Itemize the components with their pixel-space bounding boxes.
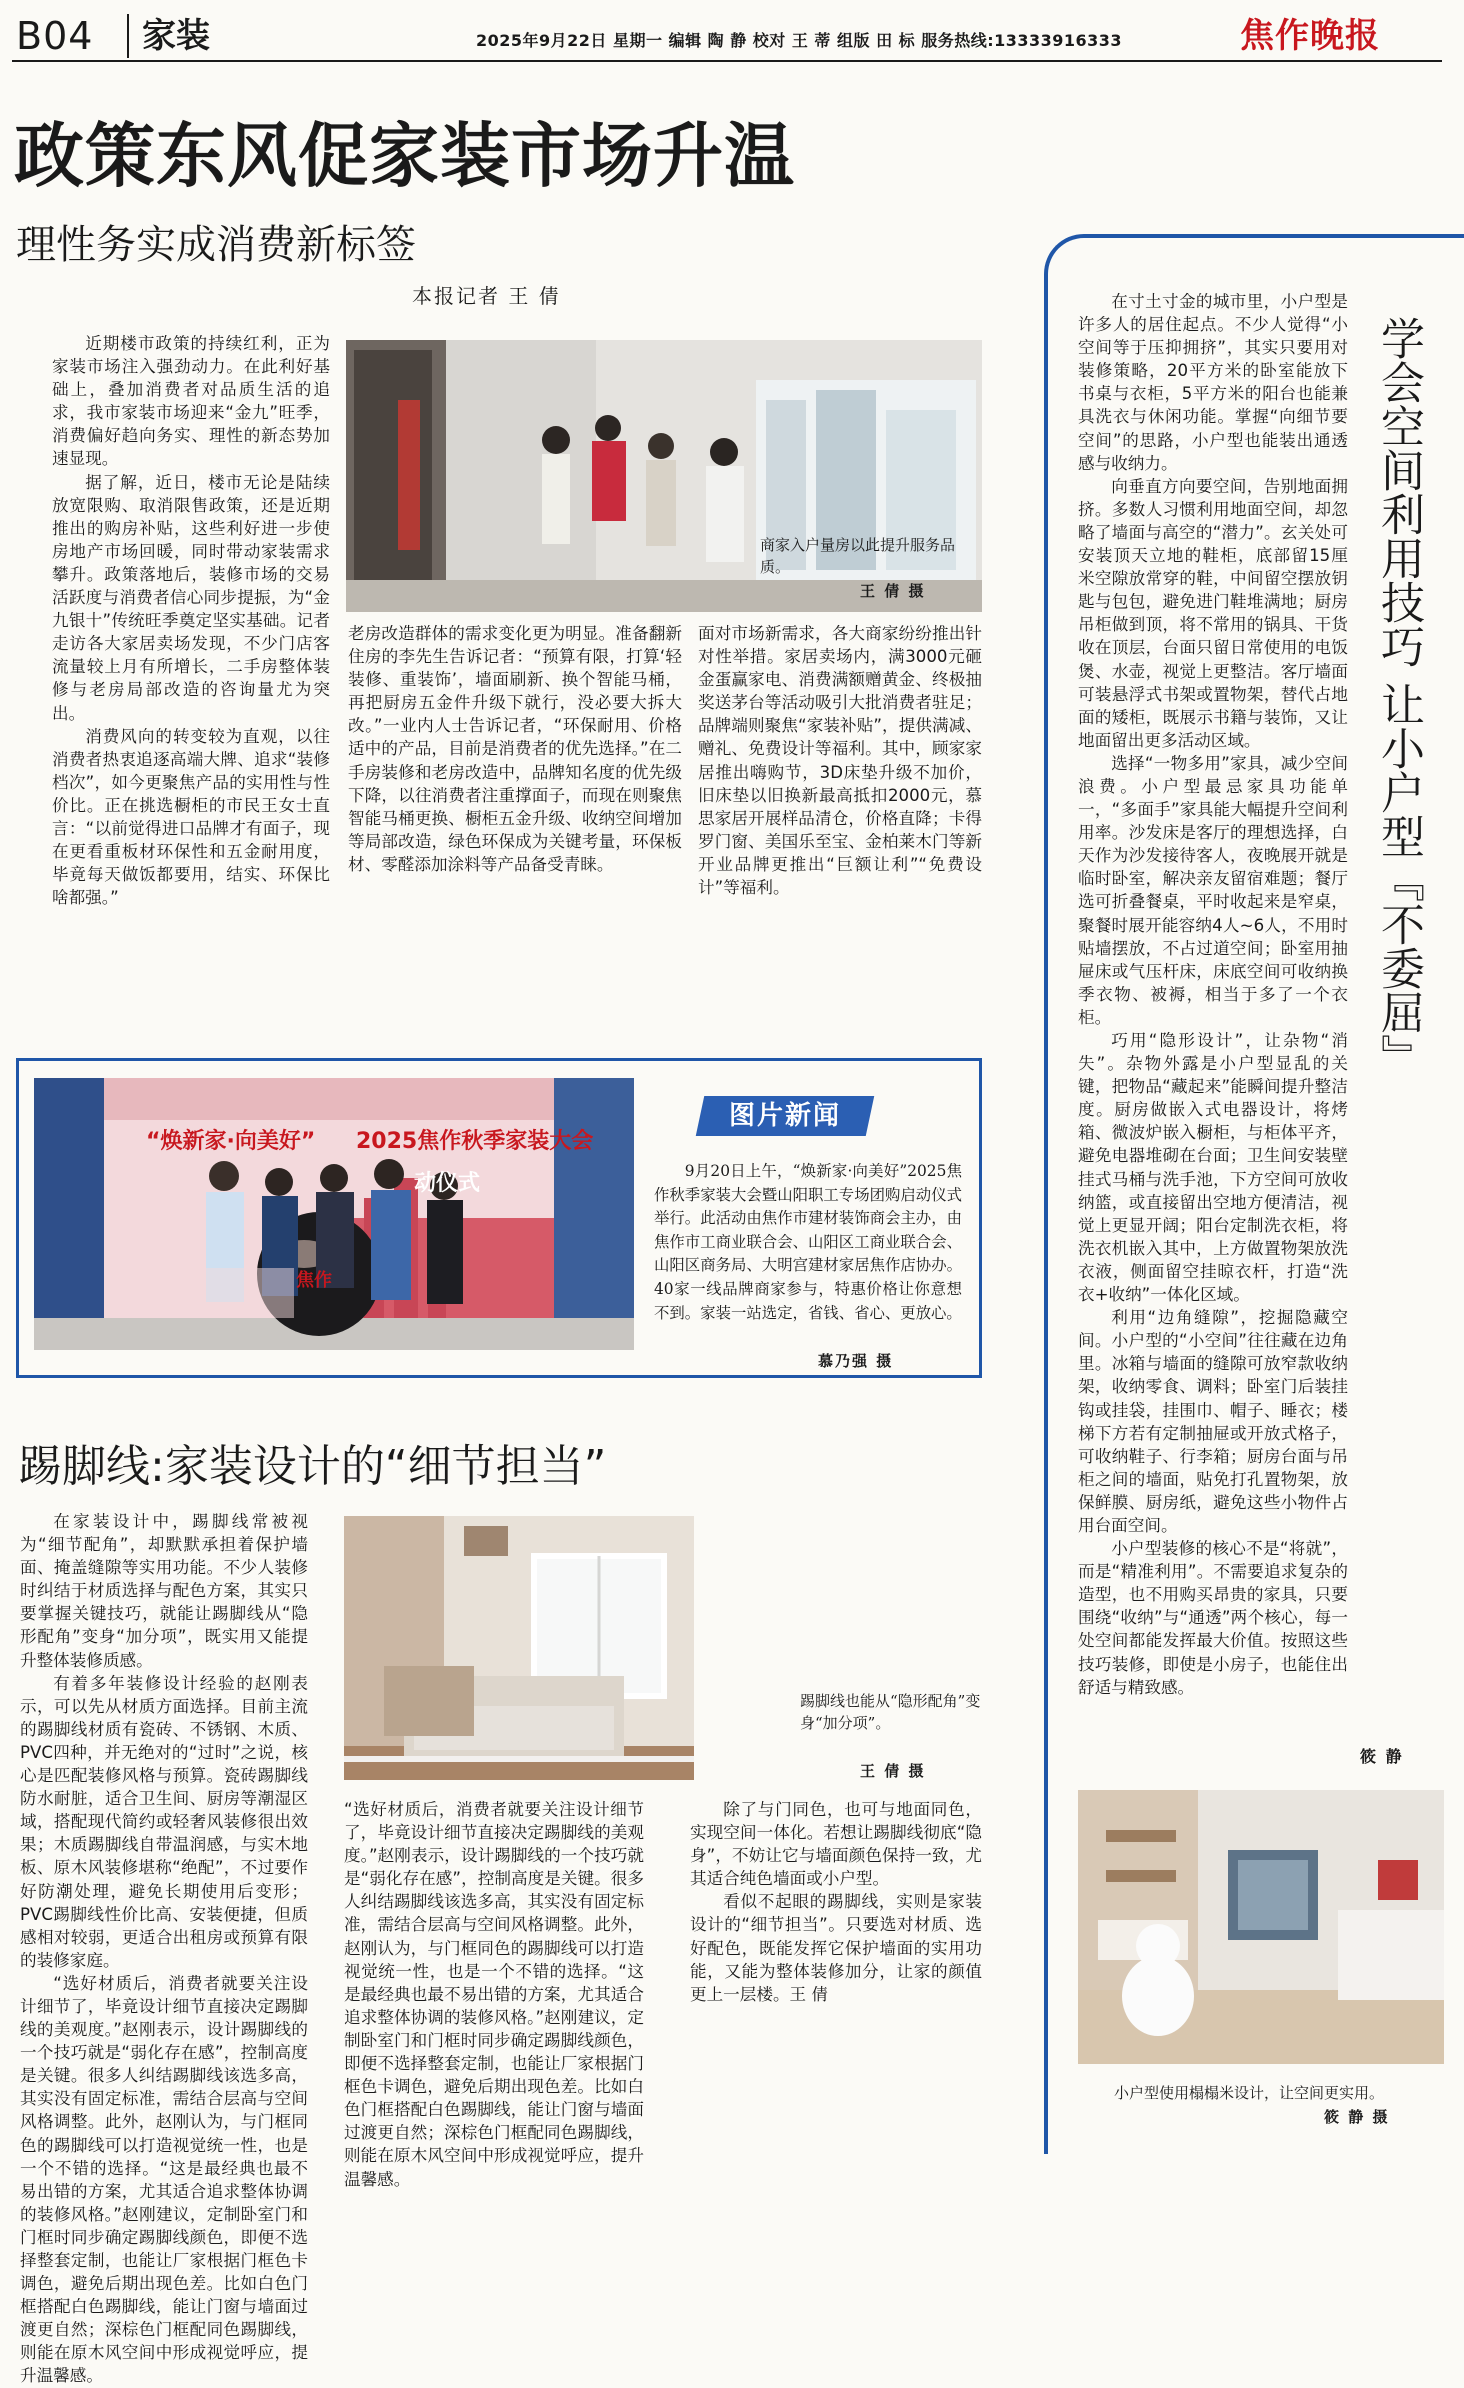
baseboard-photo [344, 1516, 694, 1780]
news-banner-right: 2025焦作秋季家装大会 [356, 1129, 594, 1154]
header-divider [127, 14, 129, 58]
lead-p1: 近期楼市政策的持续红利，正为家装市场注入强劲动力。在此利好基础上，叠加消费者对品质生活的追求，我市家装市场迎来“金九”旺季，消费偏好趋向务实、理性的新态势加速显现。 [52, 334, 330, 469]
sidebar-headline: 学会空间利用技巧 让小户型『不委屈』 [1373, 316, 1424, 1078]
sb-p3: 选择“一物多用”家具，减少空间浪费。小户型最忌家具功能单一，“多面手”家具能大幅提升空间利用率。沙发床是客厅的理想选择，白天作为沙发接待客人，夜晚展开就是临时卧室，解决亲友留宿难题；餐厅选可折叠餐桌，平时收起来是窄桌，聚餐时展开能容纳4人~6人，不用时贴墙摆放，不占过道空间；卧室用抽屉床或气压杆床，床底空间可收纳换季衣物、被褥，相当于多了一个衣柜。 [1078, 753, 1348, 1027]
bb-p4: 除了与门同色，也可与地面同色，实现空间一体化。若想让踢脚线彻底“隐身”，不妨让它与墙面颜色保持一致，尤其适合纯色墙面或小户型。 [690, 1800, 982, 1889]
page-number: B04 [16, 14, 94, 58]
lead-photo-caption: 商家入户量房以此提升服务品质。 [760, 536, 956, 576]
sidebar-photo-image [1078, 1790, 1444, 2064]
sidebar-col [1078, 290, 1348, 1774]
bb-p5: 看似不起眼的踢脚线，实则是家装设计的“细节担当”。只要选对材质、选好配色，既能发挥它保护墙面的实用功能，又能为整体装修加分，让家的颜值更上一层楼。王 倩 [690, 1892, 982, 2004]
news-text: 9月20日上午，“焕新家·向美好”2025焦作秋季家装大会暨山阳职工专场团购启动仪式举行。此活动由焦作市建材装饰商会主办，由焦作市工商业联合会、山阳区工商业联合会、山阳区商务局、大明宫建材家居焦作店协办。40家一线品牌商家参与，特惠价格让你意想不到。家装一站选定，省钱、省心、更放心。 [654, 1162, 962, 1322]
brand-logo: 焦作晚报 [1240, 16, 1380, 56]
header-rule [12, 60, 1442, 62]
sidebar-photo-credit: 筱 静 摄 [1324, 2108, 1390, 2126]
bb-p3: “选好材质后，消费者就要关注设计细节了，毕竟设计细节直接决定踢脚线的美观度。”赵刚表示，设计踢脚线的一个技巧就是“弱化存在感”，控制高度是关键。很多人纠结踢脚线该选多高，其实没有固定标准，需结合层高与空间风格调整。此外，赵刚认为，与门框同色的踢脚线可以打造视觉统一性，也是一个不错的选择。“这是最经典也最不易出错的方案，尤其适合追求整体协调的装修风格。”赵刚建议，定制卧室门和门框时同步确定踢脚线颜色，即便不选择整套定制，也能让厂家根据门框色卡调色，避免后期出现色差。比如白色门框搭配白色踢脚线，能让门窗与墙面过渡更自然；深棕色门框配同色踢脚线，则能在原木风空间中形成视觉呼应，提升温馨感。 [20, 1973, 308, 2386]
sb-p5: 利用“边角缝隙”，挖掘隐藏空间。小户型的“小空间”往往藏在边角里。冰箱与墙面的缝隙可放窄款收纳架，收纳零食、调料；卧室门后装挂钩或挂袋，挂围巾、帽子、睡衣；楼梯下方若有定制抽屉或开放式格子，可收纳鞋子、行李箱；厨房台面与吊柜之间的墙面，贴免打孔置物架，放保鲜膜、厨房纸，避免这些小物件占用台面空间。 [1078, 1308, 1348, 1535]
baseboard-photo-image [344, 1516, 694, 1780]
baseboard-headline: 踢脚线:家装设计的“细节担当” [18, 1441, 607, 1492]
lead-text [52, 332, 330, 909]
baseboard-photo-credit: 王 倩 摄 [860, 1762, 926, 1780]
news-photo [34, 1078, 634, 1350]
news-photo-image [34, 1078, 634, 1350]
sidebar-signoff: 筱 静 [1360, 1747, 1404, 1766]
baseboard-photo-caption: 踢脚线也能从“隐形配角”变身“加分项”。 [800, 1692, 981, 1732]
lead-p3: 消费风向的转变较为直观，以往消费者热衷追逐高端大牌、追求“装修档次”，如今更聚焦产品的实用性与性价比。正在挑选橱柜的市民王女士直言：“以前觉得进口品牌才有面子，现在更看重板材环保性和五金耐用度，毕竟每天做饭都要用，结实、环保比啥都强。” [52, 726, 330, 908]
lead-col3-p: 面对市场新需求，各大商家纷纷推出针对性举措。家居卖场内，满3000元砸金蛋赢家电、消费满额赠黄金、终极抽奖送茅台等活动吸引大批消费者驻足；品牌端则聚焦“家装补贴”，提供满减、赠礼、免费设计等福利。其中，顾家家居推出嗨购节，3D床垫升级不加价，旧床垫以旧换新最高抵扣2000元，慕思家居开展样品清仓，价格直降；卡得罗门窗、美国乐至宝、金柏莱木门等新开业品牌更推出“巨额让利”“免费设计”等福利。 [698, 624, 982, 898]
sb-p1: 在寸土寸金的城市里，小户型是许多人的居住起点。不少人觉得“小空间等于压抑拥挤”，其实只要用对装修策略，20平方米的卧室能放下书桌与衣柜，5平方米的阳台也能兼具洗衣与休闲功能。掌握“向细节要空间”的思路，小户型也能装出通透感与收纳力。 [1078, 292, 1348, 473]
lead-col-2-text [348, 622, 682, 990]
bb-p2: 有着多年装修设计经验的赵刚表示，可以先从材质方面选择。目前主流的踢脚线材质有瓷砖、不锈钢、木质、PVC四种，并无绝对的“过时”之说，核心是匹配装修风格与预算。瓷砖踢脚线防水耐脏，适合卫生间、厨房等潮湿区域，搭配现代简约或轻奢风装修很出效果；木质踢脚线自带温润感，与实木地板、原木风装修堪称“绝配”，不过要作好防潮处理，避免长期使用后变形；PVC踢脚线性价比高、安装便捷，但质感相对较弱，更适合出租房或预算有限的装修家庭。 [20, 1673, 308, 1970]
bb-col2-p: “选好材质后，消费者就要关注设计细节了，毕竟设计细节直接决定踢脚线的美观度。”赵刚表示，设计踢脚线的一个技巧就是“弱化存在感”，控制高度是关键。很多人纠结踢脚线该选多高，其实没有固定标准，需结合层高与空间风格调整。此外，赵刚认为，与门框同色的踢脚线可以打造视觉统一性，也是一个不错的选择。“这是最经典也最不易出错的方案，尤其适合追求整体协调的装修风格。”赵刚建议，定制卧室门和门框时同步确定踢脚线颜色，即便不选择整套定制，也能让厂家根据门框色卡调色，避免后期出现色差。比如白色门框搭配白色踢脚线，能让门窗与墙面过渡更自然；深棕色门框配同色踢脚线，则能在原木风空间中形成视觉呼应，提升温馨感。 [344, 1800, 644, 2189]
news-banner-sub: 动仪式 [414, 1171, 481, 1196]
lead-photo-credit: 王 倩 摄 [860, 582, 926, 600]
bb-p1: 在家装设计中，踢脚线常被视为“细节配角”，却默默承担着保护墙面、掩盖缝隙等实用功能。不少人装修时纠结于材质选择与配色方案，其实只要掌握关键技巧，就能让踢脚线从“隐形配角”变身“加分项”，既实用又能提升整体装修质感。 [20, 1512, 308, 1670]
lead-p2: 据了解，近日，楼市无论是陆续放宽限购、取消限售政策，还是近期推出的购房补贴，这些利好进一步使房地产市场回暖，同时带动家装需求攀升。政策落地后，装修市场的交易活跃度与消费者信心同步提振，为“金九银十”传统旺季奠定坚实基础。记者走访各大家居卖场发现，不少门店客流量较上月有所增长，二手房整体装修与老房局部改造的咨询量尤为突出。 [52, 472, 330, 723]
date-line: 2025年9月22日 星期一 编辑 陶 静 校对 王 蒂 组版 田 标 服务热线:13333916333 [476, 31, 1123, 50]
lead-headline: 政策东风促家装市场升温 [14, 115, 795, 197]
photo-news-badge-label: 图片新闻 [728, 1101, 841, 1131]
baseboard-col-2 [344, 1798, 644, 2189]
lead-col-1 [52, 332, 330, 1022]
sb-p2: 向垂直方向要空间，告别地面拥挤。多数人习惯利用地面空间，却忽略了墙面与高空的“潜力”。玄关处可安装顶天立地的鞋柜，底部留15厘米空隙放常穿的鞋，中间留空摆放钥匙与包包，避免进门鞋堆满地；厨房吊柜做到顶，将不常用的锅具、干货收在顶层，台面只留日常使用的电饭煲、水壶，视觉上更整洁。客厅墙面可装悬浮式书架或置物架，替代占地面的矮柜，既展示书籍与装饰，又让地面留出更多活动区域。 [1078, 476, 1348, 750]
sidebar-photo [1078, 1790, 1444, 2064]
lead-subhead: 理性务实成消费新标签 [16, 222, 416, 268]
news-credit: 慕乃强 摄 [818, 1352, 894, 1370]
lead-col-3-text [698, 622, 982, 990]
sb-p4: 巧用“隐形设计”，让杂物“消失”。杂物外露是小户型显乱的关键，把物品“藏起来”能瞬间提升整洁度。厨房做嵌入式电器设计，将烤箱、微波炉嵌入橱柜，与柜体平齐，避免电器堆砌在台面；卫生间安装壁挂式马桶与洗手池，下方空间可放收纳篮，或直接留出空地方便清洁，视觉上更显开阔；阳台定制洗衣柜，将洗衣机嵌入其中，上方做置物架放洗衣液，侧面留空挂晾衣杆，打造“洗衣+收纳”一体化区域。 [1078, 1031, 1348, 1305]
sidebar-photo-caption: 小户型使用榻榻米设计，让空间更实用。 [1114, 2084, 1385, 2102]
section-name: 家装 [142, 16, 210, 56]
baseboard-col-1 [20, 1510, 308, 2386]
sb-p6: 小户型装修的核心不是“将就”，而是“精准利用”。不需要追求复杂的造型，也不用购买昂贵的家具，只要围绕“收纳”与“通透”两个核心，每一处空间都能发挥最大价值。按照这些技巧装修，即使是小房子，也能住出舒适与精致感。 [1078, 1539, 1348, 1697]
lead-col2-p: 老房改造群体的需求变化更为明显。准备翻新住房的李先生告诉记者：“预算有限，打算‘轻装修、重装饰’，墙面刷新、换个智能马桶，再把厨房五金件升级下就行，没必要大拆大改。”一业内人士告诉记者，“环保耐用、价格适中的产品，目前是消费者的优先选择。”在二手房装修和老房改造中，品牌知名度的优先级下降，以往消费者注重撑面子，而现在则聚焦智能马桶更换、橱柜五金升级、收纳空间增加等局部改造，绿色环保成为关键考量，环保板材、零醛添加涂料等产品备受青睐。 [348, 624, 682, 874]
news-orb-text: 焦作 [296, 1270, 332, 1291]
news-banner-left: “焕新家·向美好” [146, 1129, 316, 1154]
lead-byline: 本报记者 王 倩 [412, 284, 561, 308]
baseboard-col-3 [690, 1798, 982, 2130]
